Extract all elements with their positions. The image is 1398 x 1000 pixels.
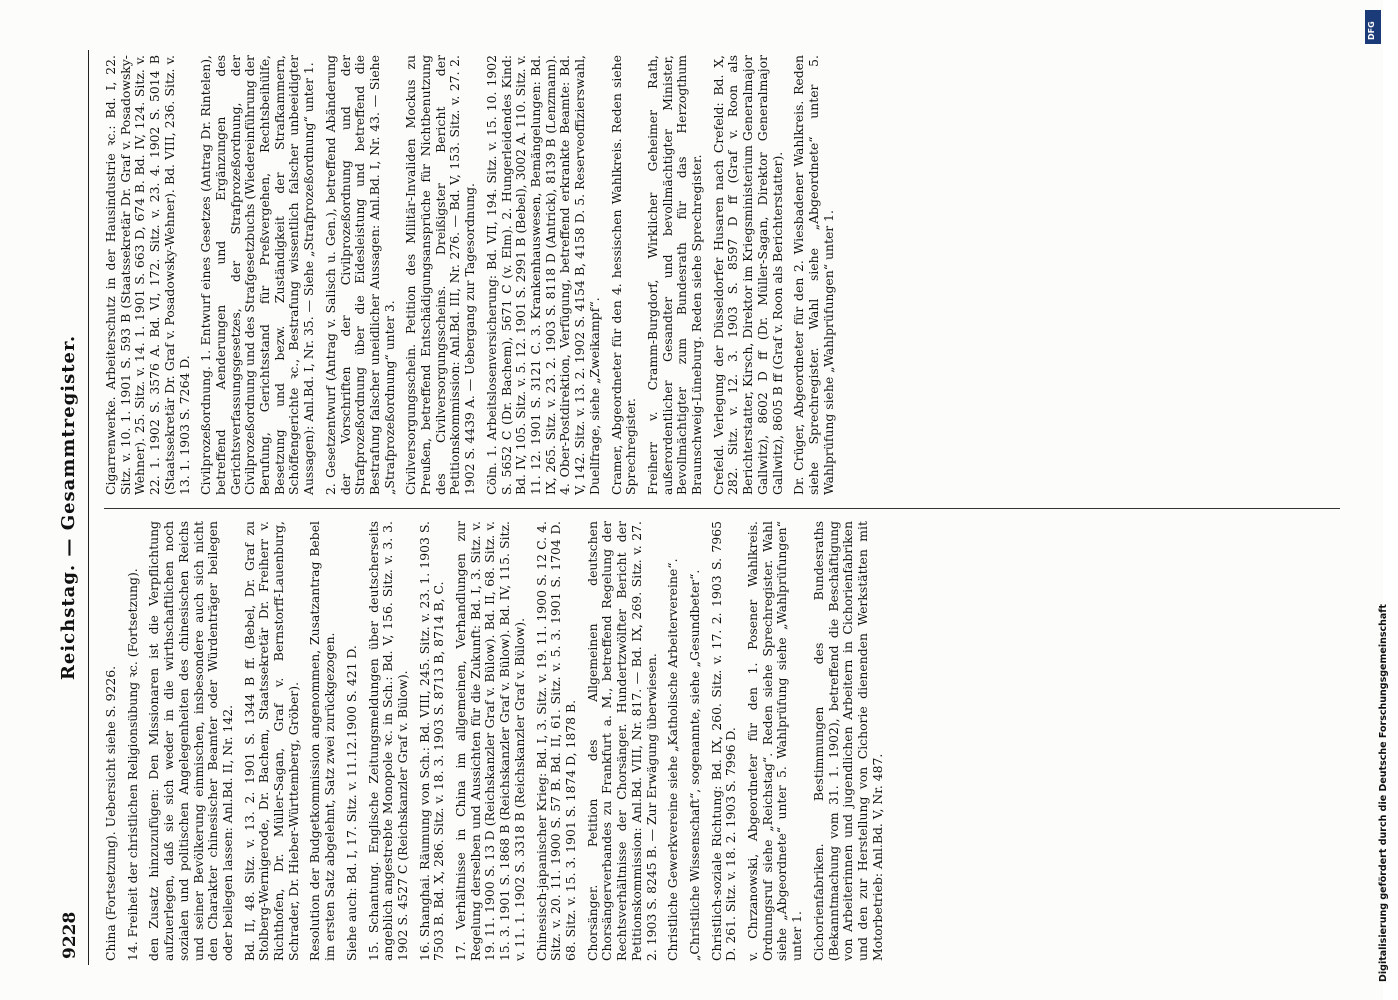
index-entry: 14. Freiheit der christlichen Religionsübung ꝛc. (Fortsetzung). <box>124 568 140 961</box>
left-column <box>104 521 1340 961</box>
index-entry: „Christliche Wissenschaft“, sogenannte, siehe „Gesundbeter“. <box>686 569 702 961</box>
column-divider <box>104 508 1340 509</box>
page-header <box>52 50 89 965</box>
index-entry: Christlich-soziale Richtung: Bd. IX, 260. Sitz. v. 17. 2. 1903 S. 7965 D. 261. Sitz. v. 18. 2. 1903 S. 7996 D. <box>708 521 739 961</box>
dfg-logo-text: DFG <box>1367 21 1376 40</box>
index-entry: Chorsänger. Petition des Allgemeinen deutschen Chorsängerverbandes zu Frankfurt a. M., betreffend Regelung der Rechtsverhältnisse der Chorsänger. Hundertzwölfter Bericht der Petitionskommission: Anl.Bd. VIII, Nr. 817. — Bd. IX, 269. Sitz. v. 27. 2. 1903 S. 8245 B. — Zur Erwägung überwiesen. <box>584 521 659 961</box>
index-entry: den Zusatz hinzuzufügen: Den Missionaren ist die Verpflichtung aufzuerlegen, daß sie sich weder in die wirthschaftlichen noch sozialen und politischen Angelegenheiten des chinesischen Reichs und seiner Bevölkerung einmischen, insbesondere auch sich nicht den Charakter chinesischer Beamter oder Würdenträger beilegen oder beilegen lassen: Anl.Bd. II, Nr. 142. <box>146 521 235 961</box>
index-entry: Resolution der Budgetkommission angenommen, Zusatzantrag Bebel im ersten Satz abgelehnt, Satz zwei zurückgezogen. <box>307 521 338 961</box>
index-entry: Civilversorgungsschein. Petition des Militär-Invaliden Mockus zu Preußen, betreffend Entschädigungsansprüche für Nichtbenutzung des Civilversorgungsscheins. Dreißigster Bericht der Petitionskommission: Anl.Bd. III, Nr. 276. — Bd. V, 153. Sitz. v. 27. 2. 1902 S. 4439 A. — Uebergang zur Tagesordnung. <box>403 55 478 495</box>
index-entry: 15. Schantung. Englische Zeitungsmeldungen über deutscherseits angeblich angestrebte Monopole ꝛc. in Sch.: Bd. V, 156. Sitz. v. 3. 3. 1902 S. 4527 C (Reichskanzler Graf v. Bülow). <box>365 521 410 961</box>
index-entry: Cramer, Abgeordneter für den 4. hessischen Wahlkreis. Reden siehe Sprechregister. <box>608 55 639 495</box>
index-entry: Crefeld. Verlegung der Düsseldorfer Husaren nach Crefeld: Bd. X, 282. Sitz. v. 12. 3. 1903 S. 8597 D ff (Graf v. Roon als Berichterstatter, Kirsch, Direktor im Kriegsministerium Generalmajor Gallwitz), 8602 D ff (Dr. Müller-Sagan, Direktor Generalmajor Gallwitz), 8605 B ff (Graf v. Roon als Berichterstatter). <box>710 55 785 495</box>
index-entry: Cichorienfabriken. Bestimmungen des Bundesraths (Bekanntmachung vom 31. 1. 1902), betreffend die Beschäftigung von Arbeiterinnen und jugendlichen Arbeitern in Cichorienfabriken und den zur Herstellung von Cichorie dienenden Werkstätten mit Motorbetrieb: Anl.Bd. V, Nr. 487. <box>810 521 885 961</box>
index-entry: Civilprozeßordnung. 1. Entwurf eines Gesetzes (Antrag Dr. Rintelen), betreffend Aenderungen und Ergänzungen des Gerichtsverfassungsgesetzes, der Strafprozeßordnung, der Civilprozeßordnung und des Strafgesetzbuchs (Wiedereinführung der Berufung, Gerichtsstand für Preßvergehen, Rechtsbeihülfe, Besetzung und bezw. Zuständigkeit der Strafkammern, Schöffengerichte ꝛc., Bestrafung wissentlich falscher unbeeidigter Aussagen): Anl.Bd. I, Nr. 35. — Siehe „Strafprozeßordnung“ unter 1. <box>198 55 317 495</box>
index-entry: 2. Gesetzentwurf (Antrag v. Salisch u. Gen.), betreffend Abänderung der Vorschriften der Civilprozeßordnung und der Strafprozeßordnung über die Eidesleistung und betreffend die Bestrafung falscher uneidlicher Aussagen: Anl.Bd. I, Nr. 43. — Siehe „Strafprozeßordnung“ unter 3. <box>322 55 397 495</box>
rotated-page-content <box>52 50 1352 965</box>
index-entry: Cöln. 1. Arbeitslosenversicherung: Bd. VII, 194. Sitz. v. 15. 10. 1902 S. 5652 C (Dr. Bachem), 5671 C (v. Elm). 2. Hungerleidendes Kind: Bd. IV, 105. Sitz. v. 5. 12. 1901 S. 2991 B (Bebel), 3002 A. 110. Sitz. v. 11. 12. 1901 S. 3121 C. 3. Krankenhauswesen, Bemängelungen: Bd. IX, 265. Sitz. v. 23. 2. 1903 S. 8118 D (Antrick), 8139 B (Lenzmann). 4. Ober-Postdirektion, Verfügung, betreffend erkrankte Beamte: Bd. V, 142. Sitz. v. 13. 2. 1902 S. 4154 B, 4158 D. 5. Reserveoffizierswahl, Duellfrage, siehe „Zweikampf“. <box>483 55 602 495</box>
credit-text: Digitalisierung gefördert durch die Deutsche Forschungsgemeinschaft <box>1378 604 1389 982</box>
page-number: 9228 <box>60 911 80 959</box>
index-entry: Siehe auch: Bd. I, 17. Sitz. v. 11.12.1900 S. 421 D. <box>343 645 359 961</box>
index-entry: Dr. Crüger, Abgeordneter für den 2. Wiesbadener Wahlkreis. Reden siehe Sprechregister. Wahl siehe „Abgeordnete“ unter 5. Wahlprüfung siehe „Wahlprüfungen“ unter 1. <box>791 55 836 495</box>
running-title: Reichstag. — Gesammtregister. <box>58 334 79 681</box>
digitization-credit <box>1354 10 1389 990</box>
dfg-logo-icon <box>1365 10 1381 44</box>
index-entry: Christliche Gewerkvereine siehe „Katholische Arbeitervereine“. <box>665 558 681 961</box>
index-entry: Cigarrenwerke. Arbeiterschutz in der Hausindustrie ꝛc.: Bd. I, 22. Sitz. v. 10. 1. 1901 S. 593 B (Staatssekretär Dr. Graf v. Posadowsky-Wehner). 25. Sitz. v. 14. 1. 1901 S. 663 D, 674 B. Bd. IV, 124. Sitz. v. 22. 1. 1902 S. 3576 A. Bd. VI, 172. Sitz. v. 23. 4. 1902 S. 5014 B (Staatssekretär Dr. Graf v. Posadowsky-Wehner). Bd. VIII, 236. Sitz. v. 13. 1. 1903 S. 7264 D. <box>103 55 192 495</box>
index-entry: China (Fortsetzung). Uebersicht siehe S. 9226. <box>103 665 118 961</box>
index-entry: v. Chrzanowski, Abgeordneter für den 1. Posener Wahlkreis. Ordnungsruf siehe „Reichstag“. Reden siehe Sprechregister. Wahl siehe „Abgeordnete“ unter 5. Wahlprüfung siehe „Wahlprüfungen“ unter 1. <box>745 521 805 961</box>
index-entry: Bd. II, 48. Sitz. v. 13. 2. 1901 S. 1344 B ff. (Bebel, Dr. Graf zu Stolberg-Wernigerode, Dr. Bachem, Staatssekretär Dr. Freiherr v. Richthofen, Dr. Müller-Sagan, Graf v. Bernstorff-Lauenburg, Schrader, Dr. Hieber-Württemberg, Gröber). <box>241 521 301 961</box>
index-entry: Chinesisch-japanischer Krieg: Bd. I, 3. Sitz. v. 19. 11. 1900 S. 12 C. 4. Sitz. v. 20. 11. 1900 S. 57 B. Bd. II, 61. Sitz. v. 5. 3. 1901 S. 1704 D. 68. Sitz. v. 15. 3. 1901 S. 1874 D, 1878 B. <box>533 521 578 961</box>
index-entry: 17. Verhältnisse in China im allgemeinen, Verhandlungen zur Regelung derselben und Aussichten für die Zukunft: Bd. I, 3. Sitz. v. 19. 11. 1900 S. 13 D (Reichskanzler Graf v. Bülow). Bd. II, 68. Sitz. v. 15. 3. 1901 S. 1868 B (Reichskanzler Graf v. Bülow). Bd. IV, 115. Sitz. v. 11. 1. 1902 S. 3318 B (Reichskanzler Graf v. Bülow). <box>453 521 527 961</box>
right-column <box>104 55 1340 495</box>
index-entry: 16. Shanghai. Räumung von Sch.: Bd. VIII, 245. Sitz. v. 23. 1. 1903 S. 7503 B. Bd. X, 286. Sitz. v. 18. 3. 1903 S. 8713 B, 8714 B, C. <box>416 521 447 961</box>
index-entry: Freiherr v. Cramm-Burgdorf, Wirklicher Geheimer Rath, außerordentlicher Gesandter und bevollmächtigter Minister, Bevollmächtigter zum Bundesrath für das Herzogthum Braunschweig-Lüneburg. Reden siehe Sprechregister. <box>644 55 705 495</box>
